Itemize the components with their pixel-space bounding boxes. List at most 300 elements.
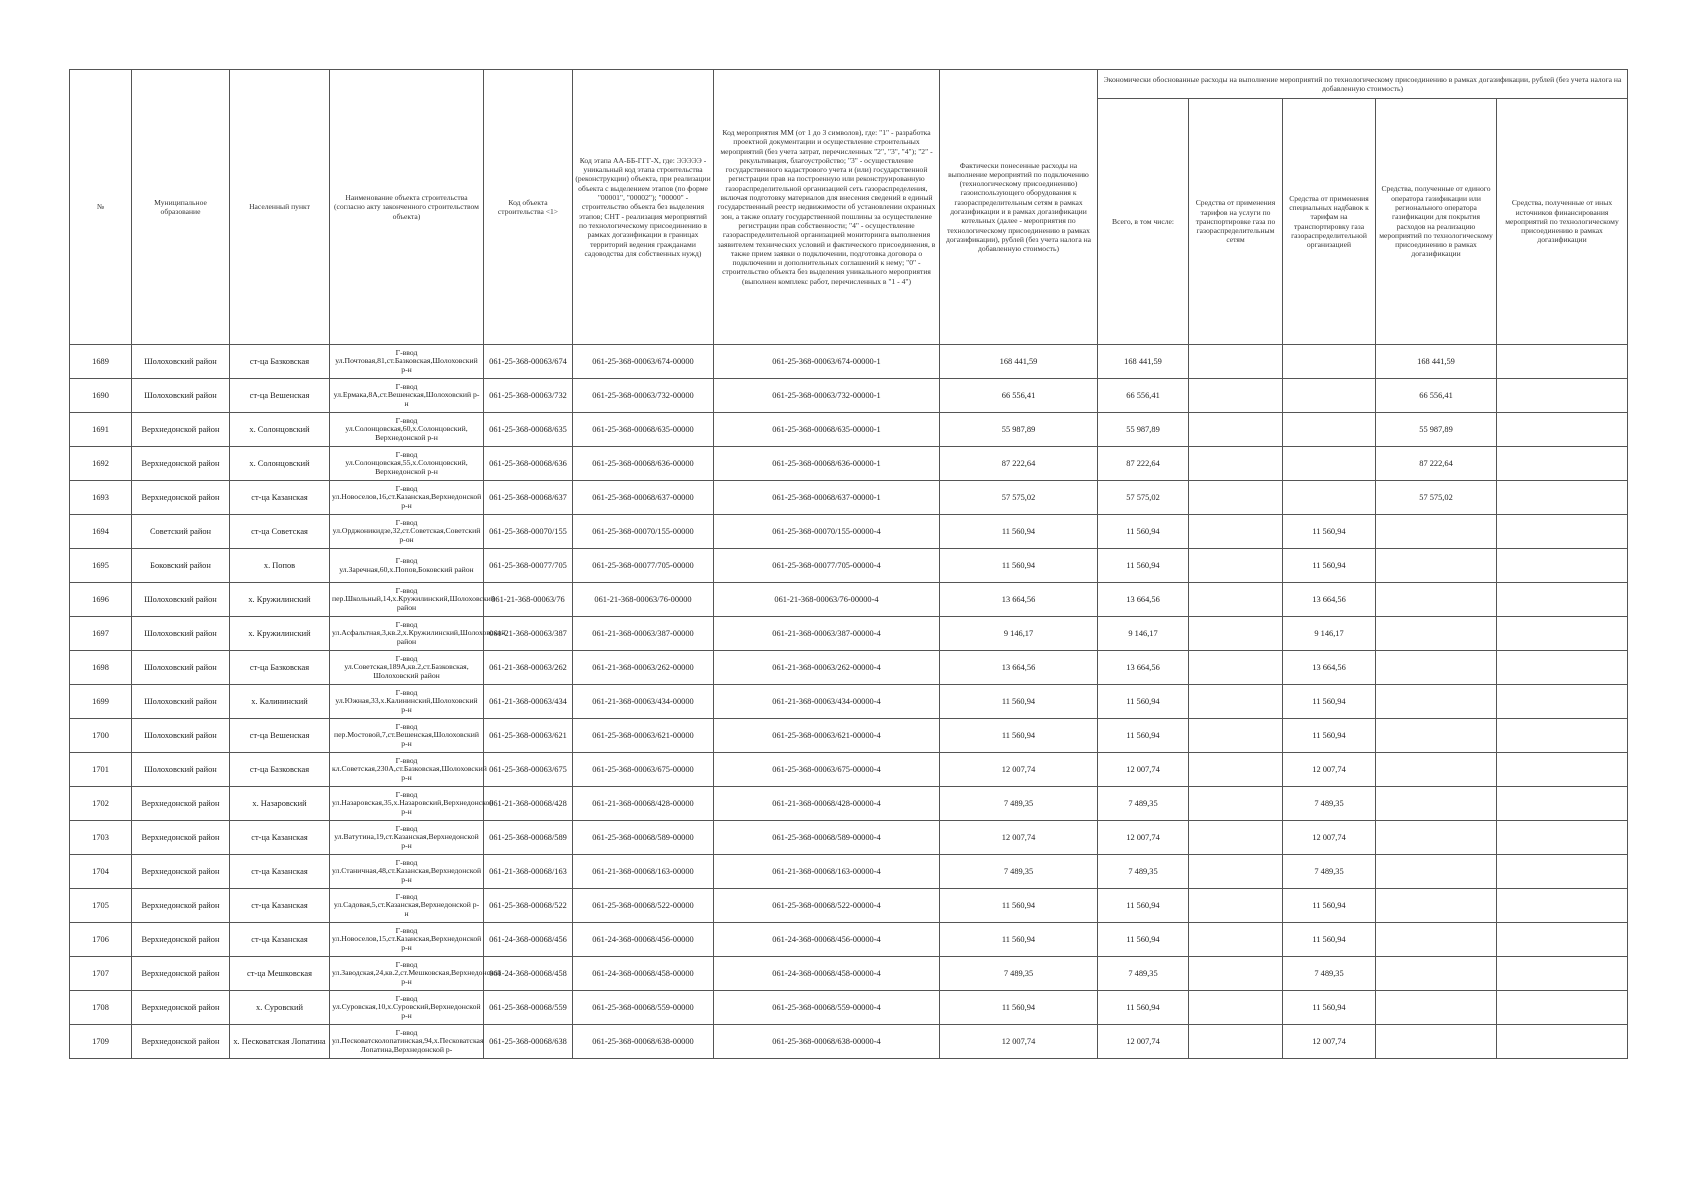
- municipality-cell: Советский район: [132, 515, 230, 549]
- special-surcharge-cell: [1283, 447, 1376, 481]
- object-name-cell: [330, 515, 484, 549]
- table-row: [70, 787, 1628, 821]
- object-code-cell: 061-21-368-00068/163: [484, 855, 573, 889]
- event-code-cell: 061-21-368-00068/163-00000-4: [714, 855, 940, 889]
- object-code-cell: 061-25-368-00068/637: [484, 481, 573, 515]
- object-type: Г-ввод: [395, 555, 418, 565]
- stage-code-cell: 061-21-368-00063/434-00000: [573, 685, 714, 719]
- object-code-cell: 061-25-368-00068/638: [484, 1025, 573, 1059]
- stage-code-cell: 061-25-368-00068/559-00000: [573, 991, 714, 1025]
- operator-funds-cell: [1376, 957, 1497, 991]
- actual-costs-cell: 57 575,02: [940, 481, 1098, 515]
- event-code-cell: 061-24-368-00068/458-00000-4: [714, 957, 940, 991]
- total-cell: 12 007,74: [1098, 753, 1189, 787]
- object-name-cell: [330, 855, 484, 889]
- row-number: 1693: [70, 481, 132, 515]
- object-code-cell: 061-25-368-00070/155: [484, 515, 573, 549]
- total-cell: 55 987,89: [1098, 413, 1189, 447]
- row-number: 1695: [70, 549, 132, 583]
- other-sources-cell: [1497, 923, 1628, 957]
- special-surcharge-cell: [1283, 345, 1376, 379]
- table-row: [70, 549, 1628, 583]
- other-sources-cell: [1497, 889, 1628, 923]
- table-row: [70, 379, 1628, 413]
- total-cell: 9 146,17: [1098, 617, 1189, 651]
- other-sources-cell: [1497, 787, 1628, 821]
- object-type: Г-ввод: [395, 891, 418, 901]
- stage-code-cell: 061-25-368-00068/636-00000: [573, 447, 714, 481]
- actual-costs-cell: 7 489,35: [940, 787, 1098, 821]
- operator-funds-cell: [1376, 549, 1497, 583]
- settlement-cell: х. Суровский: [230, 991, 330, 1025]
- actual-costs-cell: 11 560,94: [940, 991, 1098, 1025]
- settlement-cell: х. Солонцовский: [230, 413, 330, 447]
- object-name-cell: [330, 617, 506, 651]
- row-number: 1694: [70, 515, 132, 549]
- other-sources-cell: [1497, 617, 1628, 651]
- object-type: Г-ввод: [395, 347, 418, 357]
- event-code-cell: 061-21-368-00068/428-00000-4: [714, 787, 940, 821]
- tariff-transport-cell: [1189, 855, 1283, 889]
- object-code-cell: 061-25-368-00063/674: [484, 345, 573, 379]
- header-event-code: Код мероприятия ММ (от 1 до 3 символов), где: "1" - разработка проектной документации и осуществление строительных мероприятий (без учета затрат, перечисленных "2", "3", "4"); "2" - рекультивация, благоустройство; "3" - осуществление государственного кадастрового учета и (или) государственной регистрации прав на построенную или реконструированную газораспределительной организацией сеть газораспределения, включая подготовку материалов для внесения сведений в единый государственный реестр недвижимости об установлении охранных зон, а также оплату государственной пошлины за осуществление регистрации прав собственности; "4" - осуществление газораспределительной организацией мониторинга выполнения заявителем технических условий и фактического присоединения, в также прием заявки о подключении, подготовка договора о подключении и дополнительных соглашений к нему; "0" - строительство объекта без выделения уникального мероприятия (выполнен комплекс работ, перечисленных в "1 - 4"): [714, 70, 940, 345]
- object-address: ул.Новоселов,16,ст.Казанская,Верхнедонской р-н: [332, 492, 482, 510]
- event-code-cell: 061-25-368-00063/674-00000-1: [714, 345, 940, 379]
- object-type: Г-ввод: [395, 415, 418, 425]
- total-cell: 11 560,94: [1098, 991, 1189, 1025]
- object-type: Г-ввод: [395, 619, 418, 629]
- special-surcharge-cell: [1283, 413, 1376, 447]
- object-address: ул.Заречная,60,х.Попов,Боковский район: [339, 564, 474, 574]
- total-cell: 66 556,41: [1098, 379, 1189, 413]
- object-name-cell: [330, 549, 484, 583]
- municipality-cell: Шолоховский район: [132, 685, 230, 719]
- settlement-cell: х. Калининский: [230, 685, 330, 719]
- object-name-cell: [330, 447, 484, 481]
- event-code-cell: 061-25-368-00068/589-00000-4: [714, 821, 940, 855]
- stage-code-cell: 061-25-368-00070/155-00000: [573, 515, 714, 549]
- object-name-cell: [330, 1025, 484, 1059]
- municipality-cell: Верхнедонской район: [132, 447, 230, 481]
- operator-funds-cell: [1376, 685, 1497, 719]
- event-code-cell: 061-25-368-00068/636-00000-1: [714, 447, 940, 481]
- object-address: ул.Солонцовская,55,х.Солонцовский, Верхнедонской р-н: [345, 458, 468, 476]
- actual-costs-cell: 13 664,56: [940, 651, 1098, 685]
- table-row: [70, 753, 1628, 787]
- municipality-cell: Верхнедонской район: [132, 1025, 230, 1059]
- operator-funds-cell: [1376, 1025, 1497, 1059]
- stage-code-cell: 061-25-368-00068/638-00000: [573, 1025, 714, 1059]
- object-name-cell: [330, 413, 484, 447]
- tariff-transport-cell: [1189, 821, 1283, 855]
- special-surcharge-cell: [1283, 379, 1376, 413]
- object-type: Г-ввод: [395, 857, 418, 867]
- document-sheet: [69, 69, 1627, 1059]
- actual-costs-cell: 11 560,94: [940, 685, 1098, 719]
- settlement-cell: ст-ца Казанская: [230, 923, 330, 957]
- object-code-cell: 061-25-368-00063/732: [484, 379, 573, 413]
- total-cell: 11 560,94: [1098, 515, 1189, 549]
- object-name-cell: [330, 821, 484, 855]
- object-name-cell: [330, 719, 484, 753]
- special-surcharge-cell: 13 664,56: [1283, 583, 1376, 617]
- operator-funds-cell: 168 441,59: [1376, 345, 1497, 379]
- special-surcharge-cell: 12 007,74: [1283, 821, 1376, 855]
- other-sources-cell: [1497, 821, 1628, 855]
- total-cell: 12 007,74: [1098, 1025, 1189, 1059]
- table-row: [70, 583, 1628, 617]
- row-number: 1690: [70, 379, 132, 413]
- municipality-cell: Верхнедонской район: [132, 787, 230, 821]
- object-type: Г-ввод: [395, 721, 418, 731]
- header-num: №: [70, 70, 132, 345]
- operator-funds-cell: [1376, 719, 1497, 753]
- object-address: ул.Советская,189А,кв.2,ст.Базковская, Шолоховский район: [344, 662, 469, 680]
- total-cell: 11 560,94: [1098, 685, 1189, 719]
- object-address: ул.Ватутина,19,ст.Казанская,Верхнедонской р-н: [334, 832, 479, 850]
- settlement-cell: ст-ца Мешковская: [230, 957, 330, 991]
- actual-costs-cell: 13 664,56: [940, 583, 1098, 617]
- table-row: [70, 991, 1628, 1025]
- object-code-cell: 061-25-368-00068/559: [484, 991, 573, 1025]
- event-code-cell: 061-25-368-00068/522-00000-4: [714, 889, 940, 923]
- object-code-cell: 061-25-368-00063/675: [484, 753, 573, 787]
- actual-costs-cell: 55 987,89: [940, 413, 1098, 447]
- table-body: [70, 345, 1628, 1059]
- event-code-cell: 061-25-368-00068/637-00000-1: [714, 481, 940, 515]
- operator-funds-cell: [1376, 651, 1497, 685]
- municipality-cell: Шолоховский район: [132, 379, 230, 413]
- header-other-sources: Средства, полученные от иных источников финансирования мероприятий по технологическому присоединению в рамках догазификации: [1497, 99, 1628, 345]
- stage-code-cell: 061-25-368-00063/621-00000: [573, 719, 714, 753]
- table-row: [70, 651, 1628, 685]
- object-code-cell: 061-25-368-00068/636: [484, 447, 573, 481]
- settlement-cell: ст-ца Вешенская: [230, 719, 330, 753]
- settlement-cell: ст-ца Казанская: [230, 889, 330, 923]
- other-sources-cell: [1497, 481, 1628, 515]
- event-code-cell: 061-25-368-00063/732-00000-1: [714, 379, 940, 413]
- object-name-cell: [330, 651, 484, 685]
- object-name-cell: [330, 991, 484, 1025]
- tariff-transport-cell: [1189, 957, 1283, 991]
- total-cell: 11 560,94: [1098, 719, 1189, 753]
- object-address: ул.Назаровская,35,х.Назаровский,Верхнедонской р-н: [332, 798, 494, 816]
- actual-costs-cell: 11 560,94: [940, 719, 1098, 753]
- event-code-cell: 061-21-368-00063/434-00000-4: [714, 685, 940, 719]
- municipality-cell: Шолоховский район: [132, 719, 230, 753]
- special-surcharge-cell: 7 489,35: [1283, 957, 1376, 991]
- object-name-cell: [330, 345, 484, 379]
- object-code-cell: 061-21-368-00063/434: [484, 685, 573, 719]
- header-actual-costs: Фактически понесенные расходы на выполнение мероприятий по подключению (технологическому присоединению) газоиспользующего оборудования к газораспределительным сетям в рамках догазификации и в рамках догазификации котельных (далее - мероприятия по технологическому присоединению в рамках догазификации), рублей (без учета налога на добавленную стоимость): [940, 70, 1098, 345]
- municipality-cell: Шолоховский район: [132, 345, 230, 379]
- actual-costs-cell: 12 007,74: [940, 821, 1098, 855]
- object-type: Г-ввод: [395, 789, 418, 799]
- table-row: [70, 719, 1628, 753]
- stage-code-cell: 061-21-368-00063/387-00000: [573, 617, 714, 651]
- object-address: ул.Ермака,8А,ст.Вешенская,Шолоховский р-н: [333, 390, 480, 408]
- settlement-cell: ст-ца Казанская: [230, 821, 330, 855]
- table-row: [70, 447, 1628, 481]
- object-type: Г-ввод: [395, 1027, 418, 1037]
- tariff-transport-cell: [1189, 651, 1283, 685]
- other-sources-cell: [1497, 515, 1628, 549]
- tariff-transport-cell: [1189, 787, 1283, 821]
- object-code-cell: 061-21-368-00063/387: [484, 617, 573, 651]
- object-address: ул.Песковатсколопатинская,94,х.Песковатская Лопатина,Верхнедонской р-: [332, 1036, 484, 1054]
- row-number: 1689: [70, 345, 132, 379]
- row-number: 1691: [70, 413, 132, 447]
- actual-costs-cell: 7 489,35: [940, 957, 1098, 991]
- actual-costs-cell: 11 560,94: [940, 923, 1098, 957]
- object-address: ул.Южная,33,х.Калининский,Шолоховский р-н: [335, 696, 478, 714]
- stage-code-cell: 061-25-368-00063/732-00000: [573, 379, 714, 413]
- municipality-cell: Верхнедонской район: [132, 957, 230, 991]
- stage-code-cell: 061-25-368-00068/635-00000: [573, 413, 714, 447]
- operator-funds-cell: [1376, 787, 1497, 821]
- other-sources-cell: [1497, 1025, 1628, 1059]
- object-address: ул.Новоселов,15,ст.Казанская,Верхнедонской р-н: [332, 934, 482, 952]
- row-number: 1699: [70, 685, 132, 719]
- stage-code-cell: 061-24-368-00068/458-00000: [573, 957, 714, 991]
- row-number: 1697: [70, 617, 132, 651]
- event-code-cell: 061-25-368-00070/155-00000-4: [714, 515, 940, 549]
- stage-code-cell: 061-25-368-00077/705-00000: [573, 549, 714, 583]
- total-cell: 87 222,64: [1098, 447, 1189, 481]
- operator-funds-cell: [1376, 923, 1497, 957]
- other-sources-cell: [1497, 379, 1628, 413]
- header-municipality: Муниципальное образование: [132, 70, 230, 345]
- header-special-surcharge: Средства от применения специальных надбавок к тарифам на транспортировку газа газораспределительной организацией: [1283, 99, 1376, 345]
- table-row: [70, 923, 1628, 957]
- row-number: 1701: [70, 753, 132, 787]
- row-number: 1708: [70, 991, 132, 1025]
- other-sources-cell: [1497, 345, 1628, 379]
- tariff-transport-cell: [1189, 617, 1283, 651]
- object-address: пер.Мостовой,7,ст.Вешенская,Шолоховский р-н: [333, 730, 480, 748]
- municipality-cell: Боковский район: [132, 549, 230, 583]
- table-row: [70, 515, 1628, 549]
- object-type: Г-ввод: [395, 517, 418, 527]
- table-row: [70, 957, 1628, 991]
- object-address: ул.Асфальтная,3,кв.2,х.Кружилинский,Шолоховский район: [332, 628, 506, 646]
- object-code-cell: 061-21-368-00063/76: [484, 583, 573, 617]
- special-surcharge-cell: 11 560,94: [1283, 515, 1376, 549]
- special-surcharge-cell: 9 146,17: [1283, 617, 1376, 651]
- object-code-cell: 061-25-368-00077/705: [484, 549, 573, 583]
- actual-costs-cell: 12 007,74: [940, 1025, 1098, 1059]
- object-address: ул.Садовая,5,ст.Казанская,Верхнедонской р-н: [333, 900, 480, 918]
- row-number: 1700: [70, 719, 132, 753]
- object-type: Г-ввод: [395, 483, 418, 493]
- operator-funds-cell: [1376, 821, 1497, 855]
- stage-code-cell: 061-21-368-00063/76-00000: [573, 583, 714, 617]
- header-total: Всего, в том числе:: [1098, 99, 1189, 345]
- object-address: ул.Станичная,48,ст.Казанская,Верхнедонской р-н: [332, 866, 482, 884]
- operator-funds-cell: 55 987,89: [1376, 413, 1497, 447]
- header-stage-code: Код этапа АА-ББ-ГГГ-Х, где: ЭЭЭЭЭ - уникальный код этапа строительства (реконструкции) объекта, при реализации объекта с выделением этапов (по форме "00001", "00002"); "00000" - строительство объекта без выделения этапов; СНТ - реализация мероприятий по технологическому присоединению в рамках догазификации в границах территорий ведения гражданами садоводства для собственных нужд): [573, 70, 714, 345]
- settlement-cell: х. Солонцовский: [230, 447, 330, 481]
- row-number: 1703: [70, 821, 132, 855]
- total-cell: 7 489,35: [1098, 787, 1189, 821]
- special-surcharge-cell: 11 560,94: [1283, 991, 1376, 1025]
- object-address: ул.Почтовая,81,ст.Базковская,Шолоховский р-н: [335, 356, 478, 374]
- tariff-transport-cell: [1189, 447, 1283, 481]
- event-code-cell: 061-21-368-00063/76-00000-4: [714, 583, 940, 617]
- stage-code-cell: 061-24-368-00068/456-00000: [573, 923, 714, 957]
- stage-code-cell: 061-21-368-00068/163-00000: [573, 855, 714, 889]
- total-cell: 11 560,94: [1098, 923, 1189, 957]
- cost-table: [69, 69, 1628, 1059]
- special-surcharge-cell: 7 489,35: [1283, 787, 1376, 821]
- actual-costs-cell: 11 560,94: [940, 549, 1098, 583]
- object-type: Г-ввод: [395, 925, 418, 935]
- operator-funds-cell: [1376, 991, 1497, 1025]
- total-cell: 12 007,74: [1098, 821, 1189, 855]
- total-cell: 168 441,59: [1098, 345, 1189, 379]
- operator-funds-cell: 87 222,64: [1376, 447, 1497, 481]
- settlement-cell: х. Кружилинский: [230, 617, 330, 651]
- tariff-transport-cell: [1189, 481, 1283, 515]
- header-object-name: Наименование объекта строительства (согласно акту законченного строительством объекта): [330, 70, 484, 345]
- event-code-cell: 061-25-368-00068/635-00000-1: [714, 413, 940, 447]
- object-type: Г-ввод: [395, 381, 418, 391]
- special-surcharge-cell: 12 007,74: [1283, 753, 1376, 787]
- other-sources-cell: [1497, 719, 1628, 753]
- stage-code-cell: 061-25-368-00063/674-00000: [573, 345, 714, 379]
- special-surcharge-cell: 12 007,74: [1283, 1025, 1376, 1059]
- settlement-cell: ст-ца Базковская: [230, 345, 330, 379]
- settlement-cell: х. Назаровский: [230, 787, 330, 821]
- object-name-cell: [330, 923, 484, 957]
- settlement-cell: ст-ца Базковская: [230, 753, 330, 787]
- settlement-cell: ст-ца Советская: [230, 515, 330, 549]
- event-code-cell: 061-24-368-00068/456-00000-4: [714, 923, 940, 957]
- total-cell: 7 489,35: [1098, 957, 1189, 991]
- settlement-cell: ст-ца Казанская: [230, 481, 330, 515]
- row-number: 1698: [70, 651, 132, 685]
- event-code-cell: 061-25-368-00063/675-00000-4: [714, 753, 940, 787]
- table-row: [70, 617, 1628, 651]
- other-sources-cell: [1497, 855, 1628, 889]
- operator-funds-cell: [1376, 855, 1497, 889]
- actual-costs-cell: 12 007,74: [940, 753, 1098, 787]
- event-code-cell: 061-21-368-00063/262-00000-4: [714, 651, 940, 685]
- object-name-cell: [330, 379, 484, 413]
- object-type: Г-ввод: [395, 823, 418, 833]
- special-surcharge-cell: 11 560,94: [1283, 719, 1376, 753]
- stage-code-cell: 061-25-368-00068/637-00000: [573, 481, 714, 515]
- other-sources-cell: [1497, 957, 1628, 991]
- row-number: 1692: [70, 447, 132, 481]
- table-row: [70, 345, 1628, 379]
- object-address: ул.Суровская,10,х.Суровский,Верхнедонской р-н: [332, 1002, 481, 1020]
- stage-code-cell: 061-21-368-00063/262-00000: [573, 651, 714, 685]
- header-object-code: Код объекта строительства <1>: [484, 70, 573, 345]
- municipality-cell: Верхнедонской район: [132, 923, 230, 957]
- table-row: [70, 413, 1628, 447]
- municipality-cell: Верхнедонской район: [132, 889, 230, 923]
- row-number: 1709: [70, 1025, 132, 1059]
- header-tariff-transport: Средства от применения тарифов на услуги по транспортировке газа по газораспределительным сетям: [1189, 99, 1283, 345]
- actual-costs-cell: 66 556,41: [940, 379, 1098, 413]
- object-code-cell: 061-24-368-00068/458: [484, 957, 573, 991]
- object-code-cell: 061-25-368-00068/589: [484, 821, 573, 855]
- settlement-cell: ст-ца Вешенская: [230, 379, 330, 413]
- operator-funds-cell: 66 556,41: [1376, 379, 1497, 413]
- table-row: [70, 855, 1628, 889]
- actual-costs-cell: 168 441,59: [940, 345, 1098, 379]
- event-code-cell: 061-21-368-00063/387-00000-4: [714, 617, 940, 651]
- municipality-cell: Верхнедонской район: [132, 481, 230, 515]
- other-sources-cell: [1497, 651, 1628, 685]
- event-code-cell: 061-25-368-00068/559-00000-4: [714, 991, 940, 1025]
- tariff-transport-cell: [1189, 889, 1283, 923]
- event-code-cell: 061-25-368-00068/638-00000-4: [714, 1025, 940, 1059]
- other-sources-cell: [1497, 685, 1628, 719]
- special-surcharge-cell: [1283, 481, 1376, 515]
- municipality-cell: Шолоховский район: [132, 651, 230, 685]
- actual-costs-cell: 7 489,35: [940, 855, 1098, 889]
- tariff-transport-cell: [1189, 685, 1283, 719]
- municipality-cell: Верхнедонской район: [132, 413, 230, 447]
- settlement-cell: х. Песковатская Лопатина: [230, 1025, 330, 1059]
- special-surcharge-cell: 11 560,94: [1283, 685, 1376, 719]
- table-row: [70, 481, 1628, 515]
- row-number: 1704: [70, 855, 132, 889]
- header-group-title: Экономически обоснованные расходы на выполнение мероприятий по технологическому присоединению в рамках догазификации, рублей (без учета налога на добавленную стоимость): [1098, 70, 1628, 99]
- object-code-cell: 061-24-368-00068/456: [484, 923, 573, 957]
- row-number: 1702: [70, 787, 132, 821]
- row-number: 1706: [70, 923, 132, 957]
- other-sources-cell: [1497, 549, 1628, 583]
- special-surcharge-cell: 7 489,35: [1283, 855, 1376, 889]
- tariff-transport-cell: [1189, 583, 1283, 617]
- special-surcharge-cell: 11 560,94: [1283, 923, 1376, 957]
- object-name-cell: [330, 787, 494, 821]
- operator-funds-cell: [1376, 515, 1497, 549]
- object-type: Г-ввод: [395, 653, 418, 663]
- header-operator-funds: Средства, полученные от единого оператора газификации или регионального оператора газификации для покрытия расходов на реализацию мероприятий по технологическому присоединению в рамках догазификации: [1376, 99, 1497, 345]
- actual-costs-cell: 87 222,64: [940, 447, 1098, 481]
- stage-code-cell: 061-25-368-00063/675-00000: [573, 753, 714, 787]
- tariff-transport-cell: [1189, 549, 1283, 583]
- operator-funds-cell: [1376, 583, 1497, 617]
- other-sources-cell: [1497, 583, 1628, 617]
- object-address: ул.Солонцовская,60,х.Солонцовский, Верхнедонской р-н: [345, 424, 468, 442]
- object-name-cell: [330, 685, 484, 719]
- special-surcharge-cell: 11 560,94: [1283, 889, 1376, 923]
- object-name-cell: [330, 753, 487, 787]
- total-cell: 11 560,94: [1098, 549, 1189, 583]
- municipality-cell: Верхнедонской район: [132, 855, 230, 889]
- tariff-transport-cell: [1189, 1025, 1283, 1059]
- municipality-cell: Шолоховский район: [132, 753, 230, 787]
- stage-code-cell: 061-21-368-00068/428-00000: [573, 787, 714, 821]
- total-cell: 11 560,94: [1098, 889, 1189, 923]
- event-code-cell: 061-25-368-00063/621-00000-4: [714, 719, 940, 753]
- stage-code-cell: 061-25-368-00068/589-00000: [573, 821, 714, 855]
- row-number: 1705: [70, 889, 132, 923]
- settlement-cell: ст-ца Казанская: [230, 855, 330, 889]
- other-sources-cell: [1497, 447, 1628, 481]
- table-row: [70, 685, 1628, 719]
- object-code-cell: 061-25-368-00068/522: [484, 889, 573, 923]
- operator-funds-cell: [1376, 889, 1497, 923]
- other-sources-cell: [1497, 413, 1628, 447]
- table-row: [70, 821, 1628, 855]
- operator-funds-cell: [1376, 753, 1497, 787]
